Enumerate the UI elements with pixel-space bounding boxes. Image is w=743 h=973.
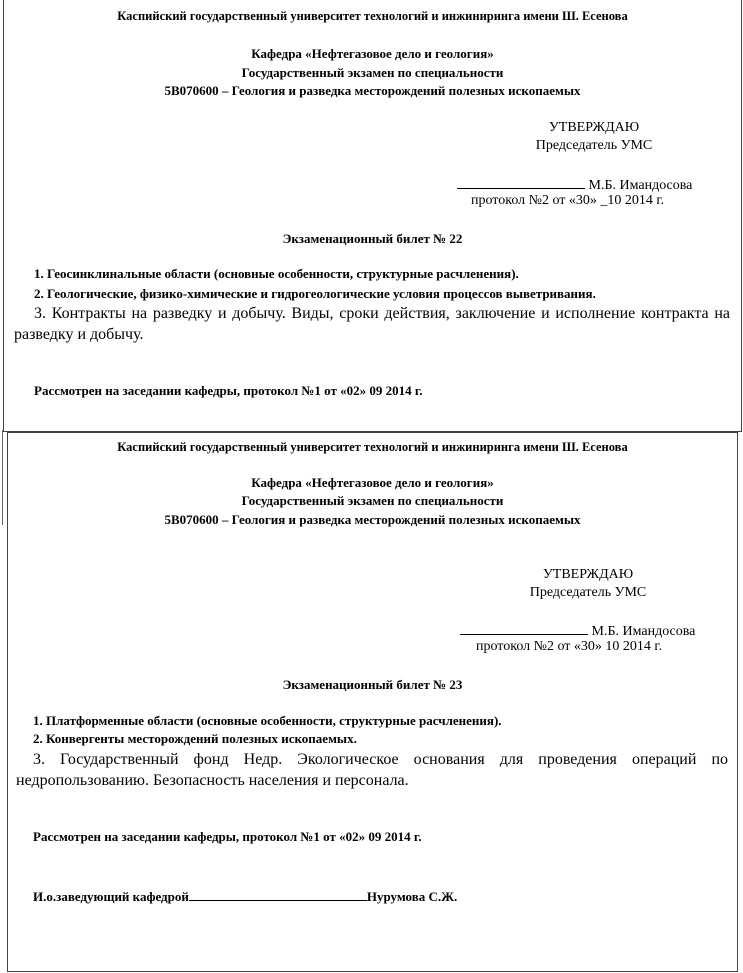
- university-name: Каспийский государственный университет технологий и инжиниринга имени Ш. Есенова: [117, 440, 628, 454]
- head-signature: [33, 887, 457, 905]
- question-1: 1. Платформенные области (основные особенности, структурные расчленения).: [33, 713, 502, 728]
- protocol-info: протокол №2 от «30» 10 2014 г.: [476, 639, 663, 654]
- exam-ticket-23: [7, 432, 738, 972]
- head-name: Нурумова С.Ж.: [366, 889, 458, 904]
- department-name: Кафедра «Нефтегазовое дело и геология»: [251, 475, 494, 490]
- reviewed-note: Рассмотрен на заседании кафедры, протокол №1 от «02» 09 2014 г.: [34, 383, 423, 398]
- question-1: 1. Геосинклинальные области (основные особенности, структурные расчленения).: [34, 266, 519, 281]
- specialty-name: 5В070600 – Геология и разведка месторождений полезных ископаемых: [164, 512, 581, 527]
- university-name: Каспийский государственный университет технологий и инжиниринга имени Ш. Есенова: [117, 9, 628, 23]
- department-name: Кафедра «Нефтегазовое дело и геология»: [251, 46, 494, 61]
- approve-label: УТВЕРЖДАЮ: [542, 567, 634, 582]
- question-3: 3. Государственный фонд Недр. Экологическое основания для проведения операций по недропользованию. Безопасность населения и персонала.: [16, 751, 728, 789]
- signature-line: [457, 175, 692, 194]
- ticket-title: Экзаменационный билет № 23: [282, 677, 463, 692]
- question-2: 2. Конвергенты месторождений полезных ископаемых.: [33, 731, 357, 746]
- chair-label: Председатель УМС: [535, 138, 653, 153]
- signature-line: [460, 621, 695, 640]
- ticket-title: Экзаменационный билет № 22: [282, 231, 463, 246]
- chair-label: Председатель УМС: [529, 585, 647, 600]
- signer-name: М.Б. Имандосова: [588, 178, 693, 193]
- head-label: И.о.заведующий кафедрой: [33, 889, 189, 904]
- exam-name: Государственный экзамен по специальности: [241, 65, 504, 80]
- reviewed-note: Рассмотрен на заседании кафедры, протокол №1 от «02» 09 2014 г.: [33, 829, 422, 844]
- signer-name: М.Б. Имандосова: [591, 624, 696, 639]
- signature-blank: [460, 621, 588, 635]
- question-3: 3. Контракты на разведку и добычу. Виды, сроки действия, заключение и исполнение контракта на разведку и добычу.: [14, 305, 730, 343]
- specialty-name: 5В070600 – Геология и разведка месторождений полезных ископаемых: [164, 83, 581, 98]
- exam-ticket-22: [3, 0, 742, 432]
- protocol-info: протокол №2 от «30» _10 2014 г.: [471, 193, 665, 208]
- head-signature-blank: [189, 887, 367, 901]
- approve-label: УТВЕРЖДАЮ: [548, 120, 640, 135]
- approval-block: [508, 566, 668, 602]
- question-2: 2. Геологические, физико-химические и гидрогеологические условия процессов выветривания.: [34, 286, 596, 301]
- approval-block: [514, 119, 674, 155]
- signature-blank: [457, 175, 585, 189]
- exam-name: Государственный экзамен по специальности: [241, 493, 504, 508]
